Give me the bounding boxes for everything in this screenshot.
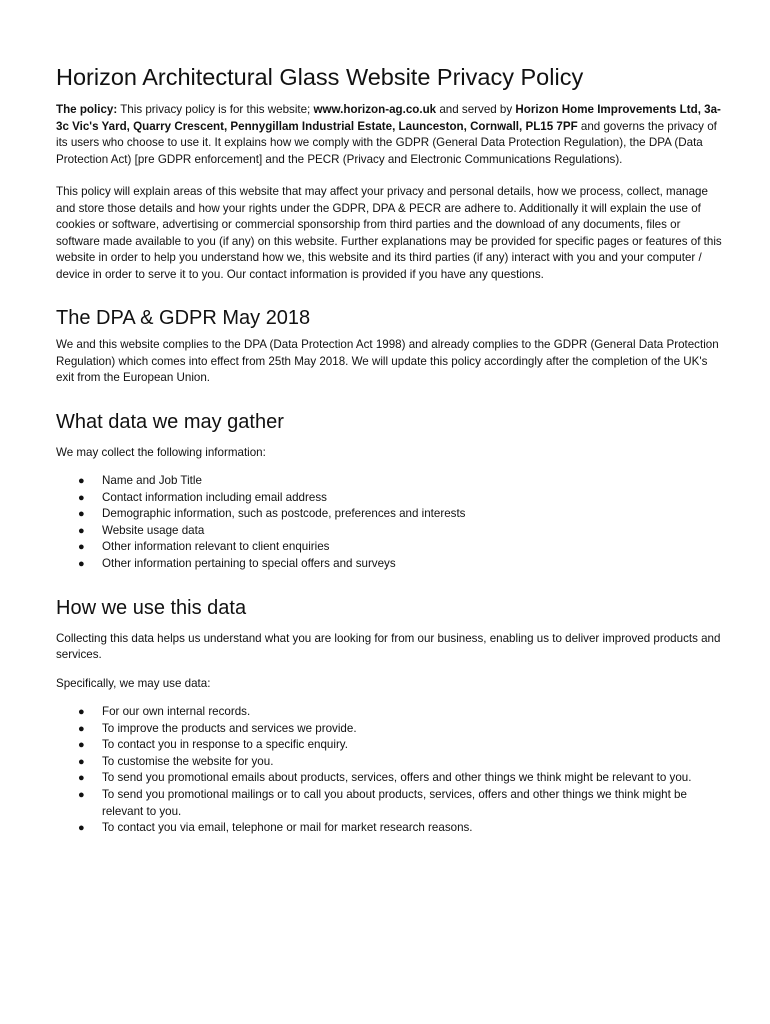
list-item: ● Name and Job Title [56,473,724,490]
gather-list [56,473,724,573]
list-item: ● For our own internal records. [56,704,724,721]
intro-text-2: and served by [436,103,516,116]
bullet-icon: ● [78,491,85,504]
website-address: www.horizon-ag.co.uk [313,103,437,116]
bullet-icon: ● [78,722,85,735]
intro-text-1: This privacy policy is for this website; [117,103,314,116]
list-item: ● To send you promotional emails about products, services, offers and other things we think might be relevant to you. [56,770,724,787]
list-item: ● To customise the website for you. [56,754,724,771]
intro-paragraph [56,102,724,168]
bullet-icon: ● [78,822,85,835]
bullet-icon: ● [78,541,85,554]
list-item: ● Demographic information, such as postcode, preferences and interests [56,506,724,523]
policy-label: The policy: [56,103,118,116]
use-list [56,704,724,837]
intro-text-3: and governs the privacy of its users who choose to use it. It explains how we comply with the GDPR (General Data Protection Regulation), the DPA (Data Protection Act) [pre GDPR enforcement] and the PECR (Privacy and Electronic Communications Regulations). [56,119,717,166]
list-item: ● To contact you in response to a specific enquiry. [56,737,724,754]
list-item: ● Contact information including email address [56,490,724,507]
bullet-icon: ● [78,508,85,521]
use-intro: Collecting this data helps us understand what you are looking for from our business, enabling us to deliver improved products and services. [56,631,721,662]
bullet-icon: ● [78,739,85,752]
list-item: ● Other information pertaining to special offers and surveys [56,556,724,573]
use-heading: How we use this data [56,596,247,619]
list-item: ● To contact you via email, telephone or mail for market research reasons. [56,820,724,837]
bullet-icon: ● [78,755,85,768]
bullet-icon: ● [78,789,85,802]
use-specific: Specifically, we may use data: [56,676,211,690]
page-title: Horizon Architectural Glass Website Privacy Policy [56,64,584,90]
dpa-paragraph: We and this website complies to the DPA (Data Protection Act 1998) and already complies to the GDPR (General Data Protection Regulation) which comes into effect from 25th May 2018. We will update this policy accordingly after the completion of the UK's exit from the European Union. [56,338,719,384]
bullet-icon: ● [78,475,85,487]
gather-heading: What data we may gather [56,410,284,433]
list-item: ● To send you promotional mailings or to call you about products, services, offers and other things we think might be relevant to you. [78,788,687,818]
bullet-icon: ● [78,524,85,537]
dpa-heading: The DPA & GDPR May 2018 [56,307,311,329]
list-item: ● Other information relevant to client enquiries [56,539,724,556]
explain-paragraph: This policy will explain areas of this website that may affect your privacy and personal details, how we process, collect, manage and store those details and how your rights under the GDPR, DPA & PECR are adhere to. Additionally it will explain the use of cookies or software, advertising or commercial sponsorship from third parties and the download of any documents, files or software made available to you (if any) on this website. Further explanations may be provided for specific pages or features of this website in order to help you understand how we, this website and its third parties (if any) interact with you and your computer / device in order to serve it to you. Our contact information is provided if you have any questions. [56,185,722,281]
bullet-icon: ● [78,557,85,570]
document-content [56,62,724,837]
list-item: ● Website usage data [56,523,724,540]
gather-intro: We may collect the following information: [56,445,266,459]
bullet-icon: ● [78,706,85,719]
bullet-icon: ● [78,772,85,785]
company-address: Horizon Home Improvements Ltd, 3a-3c Vic's Yard, Quarry Crescent, Pennygillam Industrial Estate, Launceston, Cornwall, PL15 7PF [56,103,721,133]
list-item: ● To improve the products and services we provide. [56,721,724,738]
